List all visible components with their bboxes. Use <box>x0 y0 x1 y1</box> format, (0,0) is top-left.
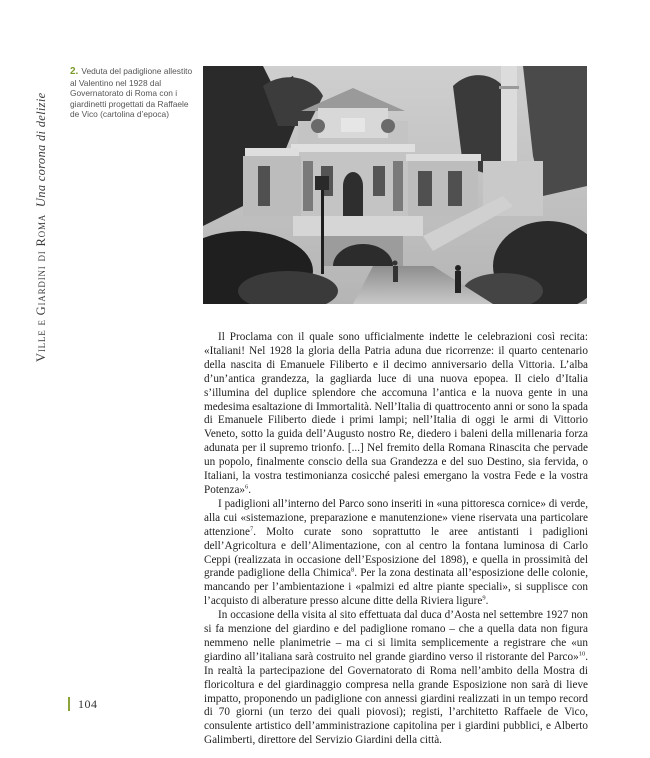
footnote-ref: 9 <box>482 594 486 602</box>
footnote-ref: 10 <box>578 650 586 658</box>
figure-caption <box>70 66 198 120</box>
chapter-title: Una corona di delizie <box>34 92 48 208</box>
footnote-ref: 8 <box>350 566 355 574</box>
pavilion-photo <box>203 66 587 304</box>
paragraph-text: . Molto curate sono soprattutto le aree antistanti i padiglioni dell’Agricoltura e dell’Alimentazione, con al centro la fontana luminosa di Carlo Ceppi (realizzata in occasione dell’Esposizione del 1898), e quella in prossimità del grande padiglione della Chimica <box>204 525 588 580</box>
figure-number: 2. <box>70 66 79 77</box>
running-head <box>32 32 52 362</box>
paragraph-text: Il Proclama con il quale sono ufficialmente indette le celebrazioni così recita: «Italiani! Nel 1928 la gloria della Patria aduna due ricorrenze: il quarto centenario della nascita di Emanuele Filiberto e il decimo anniversario della Vittoria. L’alba d’un’antica grandezza, la gagliarda luce di una nuova epopea. Il cielo d’Italia s’illumina del duplice splendore che accomuna l’antica e la nuova gente in una medesima esaltazione di Immortalità. Nell’Italia di quattrocento anni or sono la spada di Emanuele Filiberto diede i primi lampi; nell’Italia di oggi le armi di Vittorio Veneto, sotto la guida dell’Augusto nostro Re, diedero i baleni della millenaria forza adunata per il supremo trionfo. [...] Nel fremito della Romana Rinascita che pervade un popolo, finalmente conscio della sua Grandezza e del suo Destino, sia fervida, o Italiani, la vostra testimonianza cosicché palesi emergano la vostra Fede e la vostra Potenza» <box>204 331 588 496</box>
folio-bar <box>68 697 70 711</box>
book-title: Ville e Giardini di Roma <box>34 213 48 362</box>
footnote-ref: 6 <box>245 483 249 491</box>
caption-text: Veduta del padiglione allestito al Valentino nel 1928 dal Governatorato di Roma con i giardinetti progettati da Raffaele de Vico (cartolina d’epoca) <box>70 66 193 120</box>
body-text <box>204 331 588 748</box>
paragraph-text: . <box>485 595 489 608</box>
paragraph-padiglioni <box>204 498 588 609</box>
paragraph-visita <box>204 609 588 748</box>
page-number <box>68 697 98 711</box>
paragraph-text: . In realtà la partecipazione del Governatorato di Roma nell’ambito della Mostra di floricoltura e del giardinaggio compresa nella grande Esposizione non sarà di lieve impatto, proponendo un padiglione con annessi giardini realizzati in un tempo record di 70 giorni (un terzo dei quali piovosi); registi, l’architetto Raffaele de Vico, consulente artistico dell’amministrazione capitolina per i giardini pubblici, e Alberto Galimberti, direttore del Servizio Giardini della città. <box>204 650 588 747</box>
paragraph-text: In occasione della visita al sito effettuata dal duca d’Aosta nel settembre 1927 non si fa menzione del giardino e del padiglione romano – che a quella data non figura nemmeno nelle planimetrie – ma ci si limita semplicemente a registrare che «un giardino all’italiana sarà costruito nel grande giardino verso il ristorante del Parco» <box>204 609 588 663</box>
paragraph-proclama <box>204 331 588 498</box>
paragraph-text: . Per la zona destinata all’esposizione delle colonie, mancando per l’ambientazione i «palmizi ed altre piante speciali», si supplisce con l’acquisto di alberature presso alcune ditte della Riviera ligure <box>204 567 588 608</box>
footnote-ref: 7 <box>249 524 254 532</box>
page-number-text: 104 <box>78 696 98 711</box>
paragraph-text: I padiglioni all’interno del Parco sono inseriti in «una pittoresca cornice» di verde, alla cui «sistemazione, preparazione e manutenzione» viene riservata una particolare attenzione <box>204 497 588 538</box>
paragraph-text: . <box>248 483 252 496</box>
